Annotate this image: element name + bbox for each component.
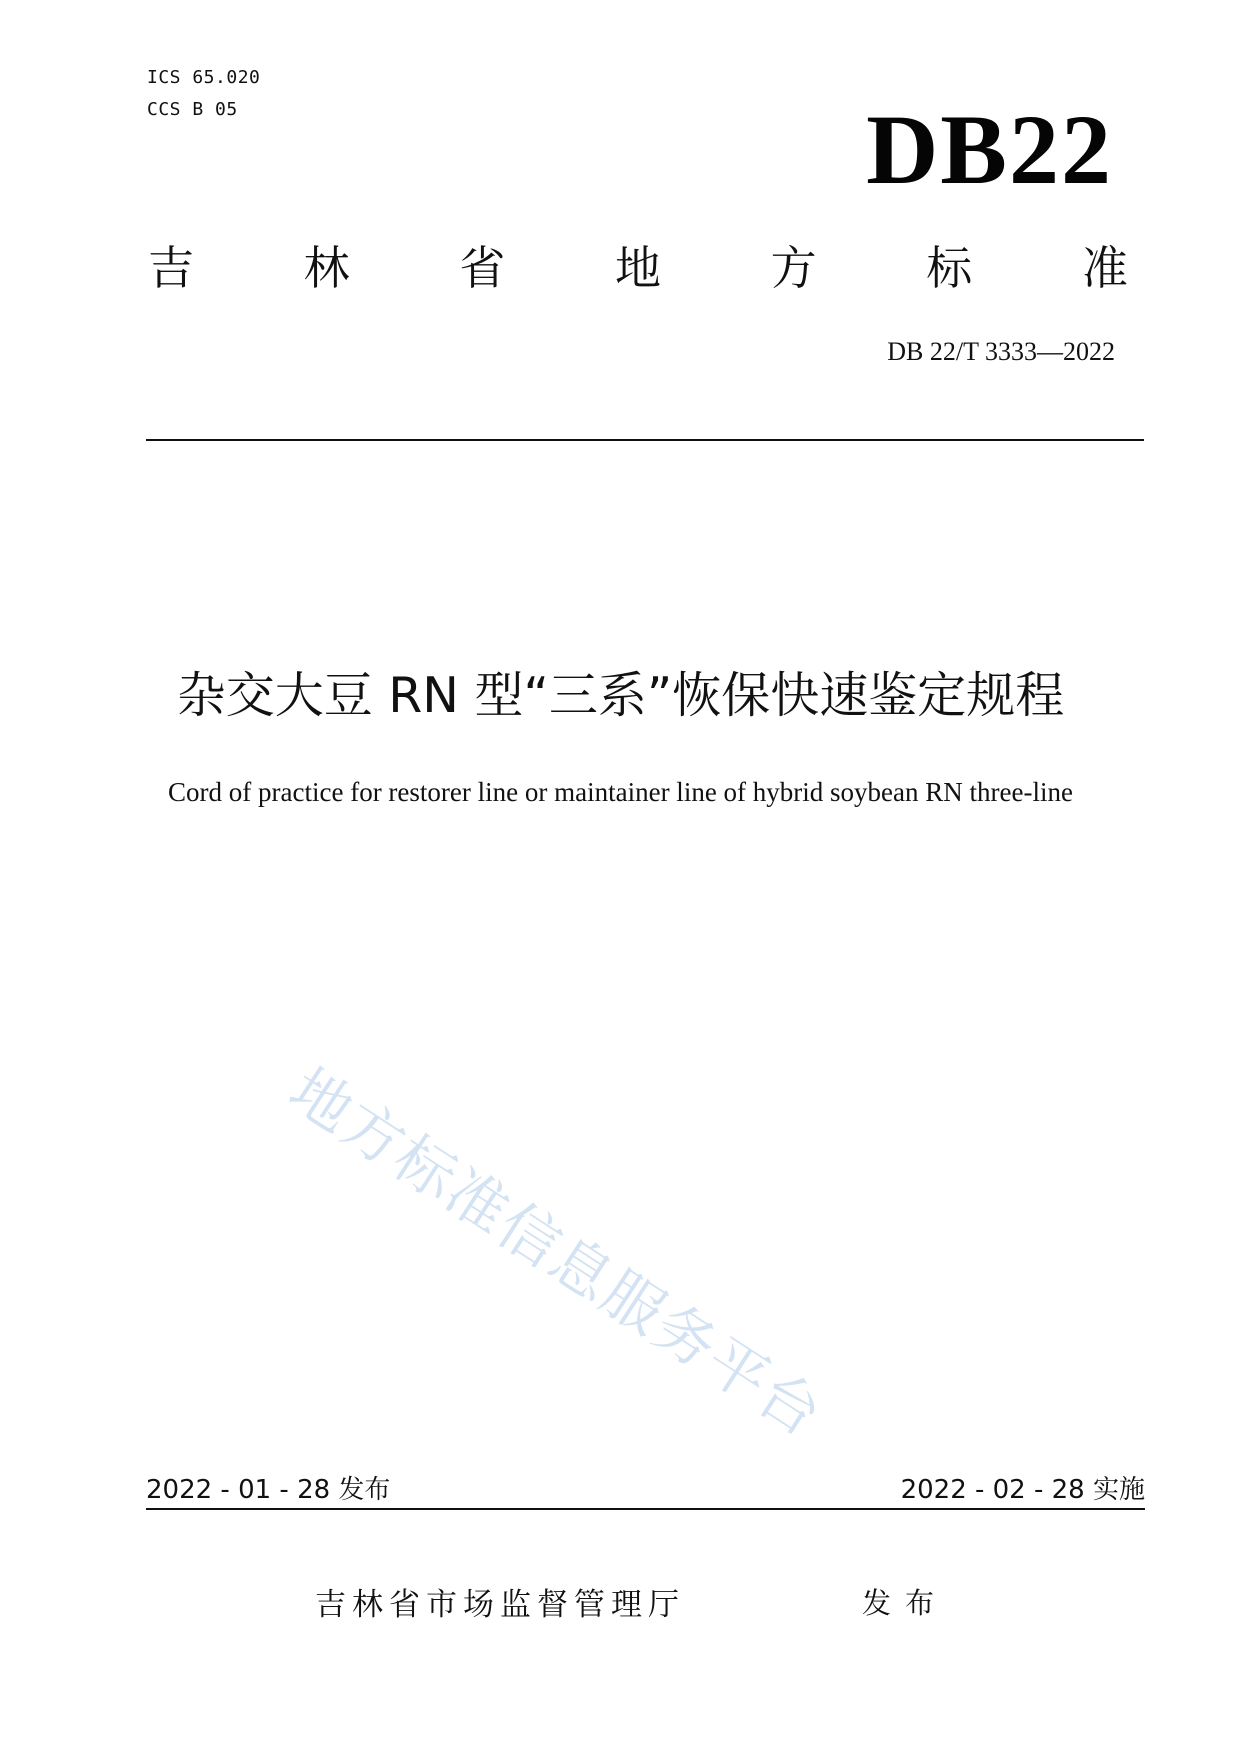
watermark: 地方标准信息服务平台 xyxy=(276,1055,835,1452)
ccs-code: CCS B 05 xyxy=(147,99,238,120)
publish-label: 发布 xyxy=(862,1586,949,1620)
standard-name-char: 方 xyxy=(770,241,817,295)
standard-name-char: 吉 xyxy=(148,241,194,295)
standard-name-char: 准 xyxy=(1081,241,1128,295)
footer-divider xyxy=(146,1508,1145,1510)
ics-code: ICS 65.020 xyxy=(147,67,261,88)
implementation-date: 2022 - 02 - 28 实施 xyxy=(900,1475,1145,1505)
standard-number: DB 22/T 3333—2022 xyxy=(887,337,1115,366)
db-logo: DB22 xyxy=(866,94,1113,205)
standard-name-char: 地 xyxy=(614,241,661,295)
classification-codes xyxy=(147,62,260,126)
release-date: 2022 - 01 - 28 发布 xyxy=(146,1475,391,1505)
standard-name-char: 林 xyxy=(303,241,350,295)
document-title-chinese: 杂交大豆 RN 型“三系”恢保快速鉴定规程 xyxy=(176,667,1065,724)
standard-type-name xyxy=(148,238,1128,298)
header-divider xyxy=(146,439,1144,441)
issuing-authority: 吉林省市场监督管理厅 xyxy=(315,1587,685,1623)
standard-name-char: 省 xyxy=(459,241,506,295)
standard-name-char: 标 xyxy=(926,241,973,295)
document-title-english: Cord of practice for restorer line or maintainer line of hybrid soybean RN three-line xyxy=(168,777,1073,807)
